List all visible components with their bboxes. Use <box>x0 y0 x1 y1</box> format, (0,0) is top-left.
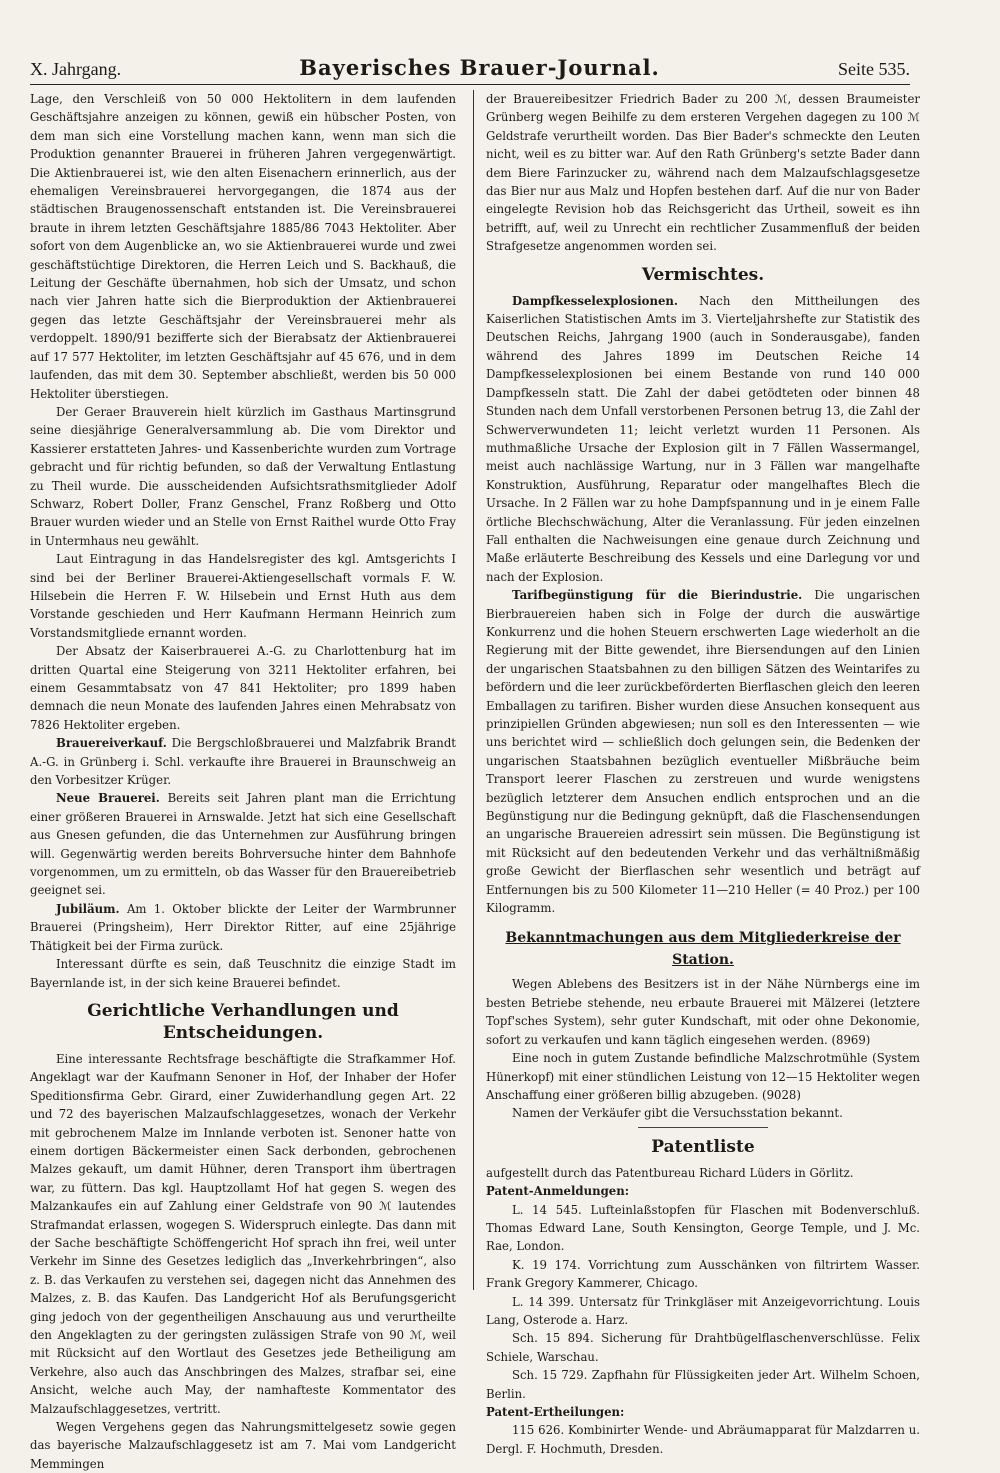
page-header <box>30 48 910 85</box>
section-title-gerichtliche: Gerichtliche Verhandlungen und Entscheidungen. <box>87 1000 399 1043</box>
text-brauereiverkauf: Die Bergschloßbrauerei und Malzfabrik Brandt A.-G. in Grünberg i. Schl. verkaufte ihre Brauerei in Braunschweig an den Vorbesitzer Krüger. <box>30 736 456 788</box>
run-head-neue-brauerei: Neue Brauerei. <box>56 791 160 806</box>
run-head-dampfkessel: Dampfkesselexplosionen. <box>512 293 678 308</box>
announcement-namen: Namen der Verkäufer gibt die Versuchsstation bekannt. <box>512 1106 843 1121</box>
two-column-body <box>30 90 920 1471</box>
section-title-bekanntmachungen: Bekanntmachungen aus dem Mitgliederkreise der Station. <box>505 930 901 969</box>
patent-application-item: K. 19 174. Vorrichtung zum Ausschänken von filtrirtem Wasser. Frank Gregory Kammerer, Chicago. <box>486 1257 920 1291</box>
patent-grant-item: 115 626. Kombinirter Wende- und Abräumapparat für Malzdarren u. Dergl. F. Hochmuth, Dresden. <box>486 1423 920 1456</box>
run-head-brauereiverkauf: Brauereiverkauf. <box>56 736 167 751</box>
volume-label: X. Jahrgang. <box>30 59 122 79</box>
patent-application-item: Sch. 15 729. Zapfhahn für Flüssigkeiten jeder Art. Wilhelm Schoen, Berlin. <box>486 1368 920 1401</box>
article-brauereiverkauf <box>30 734 456 789</box>
article-memmingen: Wegen Vergehens gegen das Nahrungsmittelgesetz sowie gegen das bayerische Malzaufschlaggesetz ist am 7. Mai vom Landgericht Memmingen <box>30 1420 456 1471</box>
text-jubilaeum: Am 1. Oktober blickte der Leiter der Warmbrunner Brauerei (Pringsheim), Herr Direktor Ritter, auf eine 25jährige Thätigkeit bei der Firma zurück. <box>30 901 456 953</box>
patent-application-item: L. 14 399. Untersatz für Trinkgläser mit Anzeigevorrichtung. Louis Lang, Osterode a. Harz. <box>486 1294 920 1327</box>
section-title-vermischtes: Vermischtes. <box>641 264 765 285</box>
article-bader-continued: der Brauereibesitzer Friedrich Bader zu 200 ℳ, dessen Braumeister Grünberg wegen Beihilfe zu dem ersteren Vergehen dagegen zu 100 ℳ Geldstrafe verurtheilt worden. Das Bier Bader's schmeckte den Leuten nicht, weil es zu bitter war. Auf den Rath Grünberg's setzte Bader dann dem Biere Farinzucker zu, während nach dem Malzaufschlagsgesetze das Bier nur aus Malz und Hopfen bestehen darf. Auf die nur von Bader eingelegte Revision hob das Reichsgericht das Urtheil, soweit es ihn betrifft, auf, weil zu Unrecht ein rechtlicher Zusammenfluß der beiden Strafgesetze angenommen worden sei. <box>486 92 920 254</box>
page-number: Seite 535. <box>837 59 910 79</box>
journal-title: Bayerisches Brauer-Journal. <box>299 55 660 80</box>
text-dampfkessel: Nach den Mittheilungen des Kaiserlichen Statistischen Amts im 3. Vierteljahrshefte zur Statistik des Deutschen Reichs, Jahrgang 1900 (auch in Sonderausgabe), fanden während des Jahres 1899 im Deutschen Reiche 14 Dampfkesselexplosionen bei einem Bestande von rund 140 000 Dampfkesseln statt. Die Zahl der dabei getödteten oder binnen 48 Stunden nach dem Unfall verstorbenen Personen betrug 13, die Zahl der Schwerverwundeten 11; leicht verletzt wurden 11 Personen. Als muthmaßliche Ursache der Explosion gilt in 7 Fällen Wassermangel, meist auch nachlässige Wartung, nur in 3 Fällen war mangelhafte Konstruktion, Ausführung, Reparatur oder mangelhaftes Blech die Ursache. In 2 Fällen war zu hohe Dampfspannung und in je einem Falle örtliche Blechschwächung, Alter die Veranlassung. Für jeden einzelnen Fall enthalten die Nachweisungen eine genaue durch Zeichnung und Maße erläuterte Beschreibung des Kessels und eine Darlegung vor und nach der Explosion. <box>486 293 920 584</box>
text-tarif: Die ungarischen Bierbrauereien haben sich in Folge der durch die auswärtige Konkurrenz und die hohen Steuern erschwerten Lage wiederholt an die Regierung mit der Bitte gewendet, ihre Biersendungen auf den Linien der ungarischen Staatsbahnen zu den billigen Sätzen des Weintarifes zu befördern und die leer zurückbeförderten Bierflaschen gleich den leeren Emballagen zu tarifiren. Bisher wurden diese Ansuchen konsequent aus prinzipiellen Gründen abgewiesen; nun soll es den Interessenten — wie uns berichtet wird — schließlich doch gelungen sein, die Bedenken der ungarischen Staatsbahnen bezüglich eventueller Mißbräuche beim Transport leerer Flaschen zu zerstreuen und wurde wenigstens bezüglich letzterer dem Ansuchen endlich entsprochen und an die Begünstigung nur die Bedingung geknüpft, daß die Flaschensendungen an ungarische Brauereien adressirt sein müssen. Die Begünstigung ist mit Rücksicht auf den bedeutenden Verkehr und das verhältnißmäßig große Gewicht der Bierflaschen sehr wesentlich und beträgt auf Entfernungen bis zu 500 Kilometer 11—210 Heller (= 40 Proz.) per 100 Kilogramm. <box>486 588 920 916</box>
run-head-tarif: Tarifbegünstigung für die Bierindustrie. <box>512 588 803 603</box>
article-dampfkessel <box>486 292 920 587</box>
patent-grants-heading: Patent-Ertheilungen: <box>486 1405 625 1419</box>
article-strafkammer-hof: Eine interessante Rechtsfrage beschäftigte die Strafkammer Hof. Angeklagt war der Kaufmann Senoner in Hof, der Inhaber der Hofer Speditionsfirma Gebr. Girard, einer Zuwiderhandlung gegen Art. 22 und 72 des bayerischen Malzaufschlaggesetzes, wonach der Verkehr mit gebrochenem Malze im Innlande verboten ist. Senoner hatte von einem dortigen Bäckermeister einen Sack derbonden, gebrochenen Malzes gekauft, um damit Hühner, deren Transport ihm übertragen war, zu füttern. Das kgl. Hauptzollamt Hof hat gegen S. wegen des Malzankaufes ein auf Zahlung einer Geldstrafe von 90 ℳ lautendes Strafmandat erlassen, wogegen S. Widerspruch einlegte. Das dann mit der Sache beschäftigte Schöffengericht Hof sprach ihn frei, weil unter Verkehr im Sinne des Gesetzes lediglich das „Inverkehrbringen“, also z. B. das Verkaufen zu verstehen sei, dagegen nicht das Annehmen des Malzes, z. B. das Kaufen. Das Landgericht Hof als Berufungsgericht ging jedoch von der gegentheiligen Anschauung aus und verurtheilte den Angeklagten zu der geringsten zulässigen Strafe von 90 ℳ, weil mit Rücksicht auf den Wortlaut des Gesetzes jede Betheiligung am Verkehre, also auch das Anschbringen des Malzes, strafbar sei, eine Ansicht, welche auch May, der namhafteste Kommentator des Malzaufschlaggesetzes, vertritt. <box>30 1051 456 1416</box>
patent-applications-heading: Patent-Anmeldungen: <box>486 1184 630 1199</box>
patent-bureau-line: aufgestellt durch das Patentbureau Richard Lüders in Görlitz. <box>486 1165 854 1180</box>
left-column <box>30 90 466 1471</box>
patent-application-item: Sch. 15 894. Sicherung für Drahtbügelflaschenverschlüsse. Felix Schiele, Warschau. <box>486 1331 920 1364</box>
article-tarifbeguenstigung <box>486 586 920 917</box>
article-eisenach-continued: Lage, den Verschleiß von 50 000 Hektolitern in dem laufenden Geschäftsjahre anzeigen zu können, gewiß ein hübscher Posten, von dem man sich eine Vorstellung machen kann, wenn man sich die Produktion genannter Brauerei in früheren Jahren vergegenwärtigt. Die Aktienbrauerei ist, wie den alten Eisenachern erinnerlich, aus der ehemaligen Vereinsbrauerei hervorgegangen, die 1874 aus der städtischen Braugenossenschaft entstanden ist. Die Vereinsbrauerei braute in ihrem letzten Geschäftsjahre 1885/86 7043 Hektoliter. Aber sofort von dem Augenblicke an, wo sie Aktienbrauerei wurde und zwei geschäftstüchtige Direktoren, die Herren Leich und S. Backhauß, die Leitung der Geschäfte übernahmen, hob sich der Umsatz, und schon nach vier Jahren hatte sich die Bierproduktion der Aktienbrauerei gegen das letzte Geschäftsjahr der Vereinsbrauerei mehr als verdoppelt. 1890/91 bezifferte sich der Bierabsatz der Aktienbrauerei auf 17 577 Hektoliter, im letzten Geschäftsjahr auf 45 676, und in dem laufenden, das mit dem 30. September abschließt, werden bis 50 000 Hektoliter überstiegen. <box>30 92 456 401</box>
section-title-patentliste: Patentliste <box>651 1136 755 1157</box>
announcement-brauerei: Wegen Ablebens des Besitzers ist in der Nähe Nürnbergs eine im besten Betriebe stehende, neu erbaute Brauerei mit Mälzerei (letztere Topf'sches System), sehr guter Kundschaft, mit oder ohne Dekonomie, sofort zu verkaufen und kann täglich eingesehen werden. (8969) <box>486 977 920 1047</box>
patent-application-item: L. 14 545. Lufteinlaßstopfen für Flaschen mit Bodenverschluß. Thomas Edward Lane, South Kensington, George Temple, und J. Mc. Rae, London. <box>486 1202 920 1254</box>
run-head-jubilaeum: Jubiläum. <box>56 901 120 916</box>
text-neue-brauerei: Bereits seit Jahren plant man die Errichtung einer größeren Brauerei in Arnswalde. Jetzt hat sich eine Gesellschaft aus Gnesen gefunden, die das Unternehmen zur Ausführung bringen will. Gegenwärtig werden bereits Bohrversuche hinter dem Bahnhofe vorgenommen, um zu ermitteln, ob das Wasser für den Brauereibetrieb geeignet sei. <box>30 791 456 898</box>
article-kaiserbrauerei: Der Absatz der Kaiserbrauerei A.-G. zu Charlottenburg hat im dritten Quartal eine Steigerung von 3211 Hektoliter erfahren, bei einem Gesammtabsatz von 47 841 Hektoliter; pro 1899 haben demnach die neun Monate des laufenden Jahres einen Mehrabsatz von 7826 Hektoliter ergeben. <box>30 644 456 732</box>
article-teuschnitz: Interessant dürfte es sein, daß Teuschnitz die einzige Stadt im Bayernlande ist, in der sich keine Brauerei befindet. <box>30 957 456 990</box>
article-berliner-brauerei: Laut Eintragung in das Handelsregister des kgl. Amtsgerichts I sind bei der Berliner Brauerei-Aktiengesellschaft vormals F. W. Hilsebein die Herren F. W. Hilsebein und Ernst Huth aus dem Vorstande geschieden und Herr Kaufmann Hermann Heinrich zum Vorstandsmitgliede ernannt worden. <box>30 552 456 640</box>
announcement-malzschrotmuehle: Eine noch in gutem Zustande befindliche Malzschrotmühle (System Hünerkopf) mit einer stündlichen Leistung von 12—15 Hektoliter wegen Anschaffung einer größeren billig abzugeben. (9028) <box>486 1051 920 1102</box>
article-geraer-brauverein: Der Geraer Brauverein hielt kürzlich im Gasthaus Martinsgrund seine diesjährige Generalversammlung ab. Die vom Direktor und Kassierer erstatteten Jahres- und Kassenberichte wurden zum Vortrage gebracht und für richtig befunden, so daß der Verwaltung Entlastung zu Theil wurde. Die ausscheidenden Aufsichtsrathsmitglieder Adolf Schwarz, Robert Doller, Franz Genschel, Franz Roßberg und Otto Brauer wurden wieder und an Stelle von Ernst Raithel wurde Otto Fray in Untermhaus neu gewählt. <box>30 404 456 548</box>
article-jubilaeum <box>30 900 456 955</box>
article-neue-brauerei <box>30 789 456 899</box>
divider <box>638 1127 768 1128</box>
right-column <box>473 90 920 1456</box>
